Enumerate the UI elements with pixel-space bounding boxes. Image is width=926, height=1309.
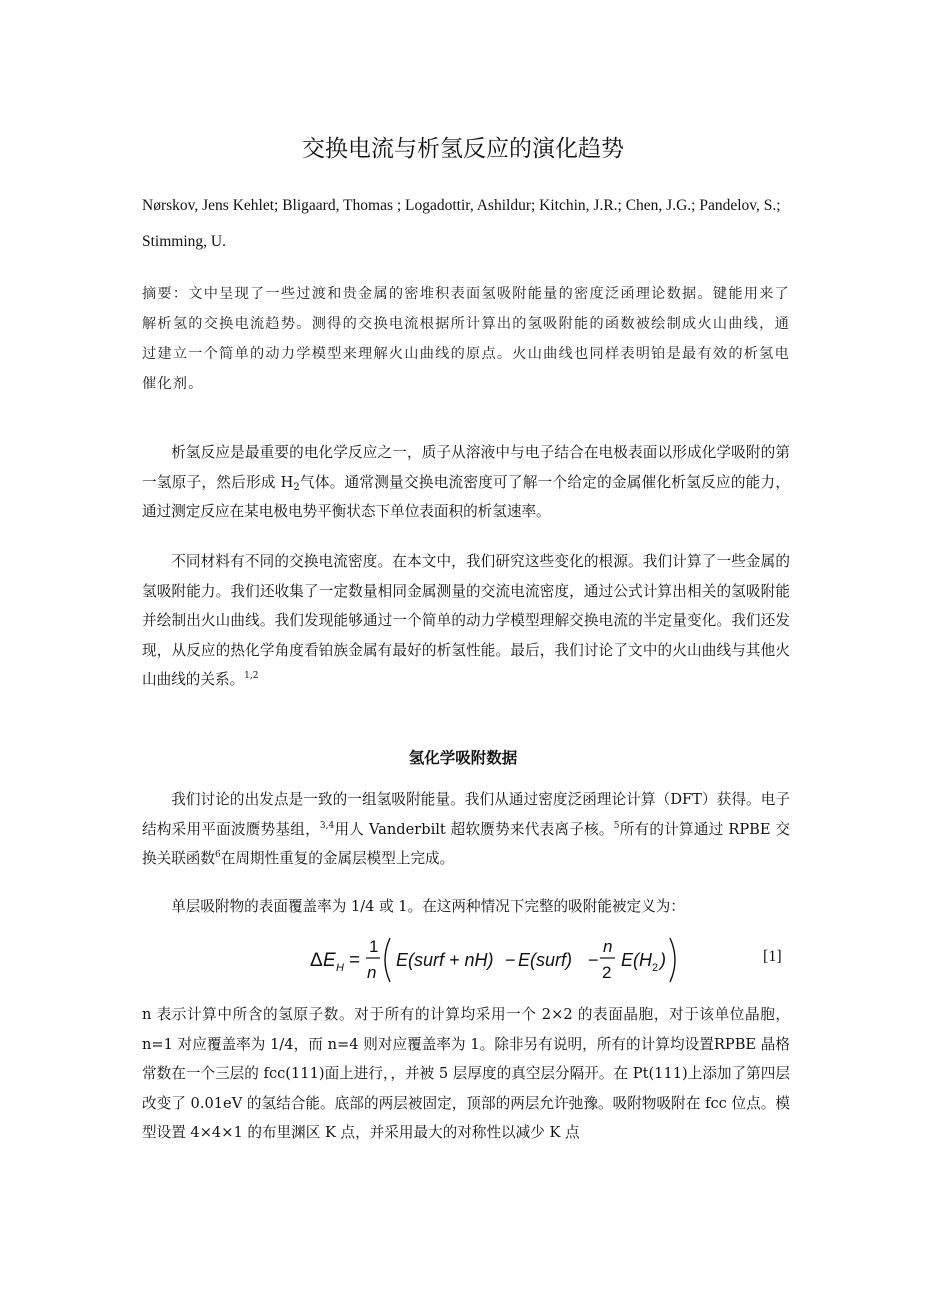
eq-term1: E(surf + nH): [396, 950, 494, 970]
intro-paragraph-2: 不同材料有不同的交换电流密度。在本文中，我们研究这些变化的根源。我们计算了一些金属的氢吸附能力。我们还收集了一定数量相同金属测量的交流电流密度，通过公式计算出相关的氢吸附能并绘制出火山曲线。我们发现能够通过一个简单的动力学模型理解交换电流的半定量变化。我们还发现，从反应的热化学角度看铂族金属有最好的析氢性能。最后，我们讨论了文中的火山曲线与其他火山曲线的关系。$^{1,2}$: [142, 553, 790, 689]
eq-term3-close: ): [660, 950, 666, 970]
author-list: Nørskov, Jens Kehlet; Bligaard, Thomas ; Logadottir, Ashildur; Kitchin, J.R.; Chen, J.G.; Pandelov, S.; Stimming, U.: [142, 197, 781, 250]
section-heading: 氢化学吸附数据: [408, 749, 518, 767]
section-paragraph-2: 单层吸附物的表面覆盖率为 1/4 或 1。在这两种情况下完整的吸附能被定义为：: [171, 898, 685, 915]
citation-ref: 6: [214, 850, 221, 861]
intro-paragraph-1: 析氢反应是最重要的电化学反应之一，质子从溶液中与电子结合在电极表面以形成化学吸附的第一氢原子，然后形成 $H_2$气体。通常测量交换电流密度可了解一个给定的金属催化析氢反应的能力，通过测定反应在某电极电势平衡状态下单位表面积的析氢速率。: [142, 444, 790, 521]
section-paragraph-1: 我们讨论的出发点是一致的一组氢吸附能量。我们从通过密度泛函理论计算（DFT）获得。电子结构采用平面波赝势基组，$^{3,4}$用人 Vanderbilt 超软赝势来代表离子核。$^5$所有的计算通过 RPBE 交换关联函数$^6$在周期性重复的金属层模型上完成。: [142, 791, 790, 868]
citation-ref: 3,4: [319, 820, 335, 831]
adsorption-energy-equation: [300, 930, 790, 990]
section-paragraph-3: n 表示计算中所含的氢原子数。对于所有的计算均采用一个 2×2 的表面晶胞，对于该单位晶胞，n=1 对应覆盖率为 1/4，而 n=4 则对应覆盖率为 1。除非另有说明，所有的计算均设置RPBE 晶格常数在一个三层的 fcc(111)面上进行，，并被 5 层厚度的真空层分隔开。在 Pt(111)上添加了第四层改变了 0.01eV 的氢结合能。底部的两层被固定，顶部的两层允许弛豫。吸附物吸附在 fcc 位点。模型设置 4×4×1 的布里渊区 K 点，并采用最大的对称性以减少 K 点: [142, 1006, 790, 1142]
eq-left-paren: [385, 938, 390, 982]
eq-right-paren: [670, 938, 675, 982]
eq-minus1: −: [505, 950, 516, 970]
eq-minus2: −: [588, 950, 599, 970]
eq-delta: Δ: [310, 950, 323, 971]
eq-frac2-den: 2: [602, 963, 612, 982]
eq-term3: E(H: [621, 950, 652, 970]
eq-lhs-E: E: [323, 950, 336, 971]
eq-equals: =: [349, 950, 361, 971]
eq-frac1-den: n: [367, 963, 377, 982]
citation-ref: 1,2: [244, 671, 259, 682]
abstract: 摘要：文中呈现了一些过渡和贵金属的密堆积表面氢吸附能量的密度泛函理论数据。键能用来了解析氢的交换电流趋势。测得的交换电流根据所计算出的氢吸附能的函数被绘制成火山曲线，通过建立一个简单的动力学模型来理解火山曲线的原点。火山曲线也同样表明铂是最有效的析氢电催化剂。: [142, 286, 790, 392]
equation-number: [1]: [763, 948, 782, 965]
eq-lhs-sub: H: [336, 962, 344, 974]
paper-title: 交换电流与析氢反应的演化趋势: [302, 136, 624, 162]
eq-frac2-num: n: [603, 937, 613, 956]
eq-term3-sub: 2: [652, 962, 659, 974]
eq-frac1-num: 1: [369, 937, 379, 956]
citation-ref: 5: [613, 820, 620, 831]
eq-term2: E(surf): [518, 950, 572, 970]
